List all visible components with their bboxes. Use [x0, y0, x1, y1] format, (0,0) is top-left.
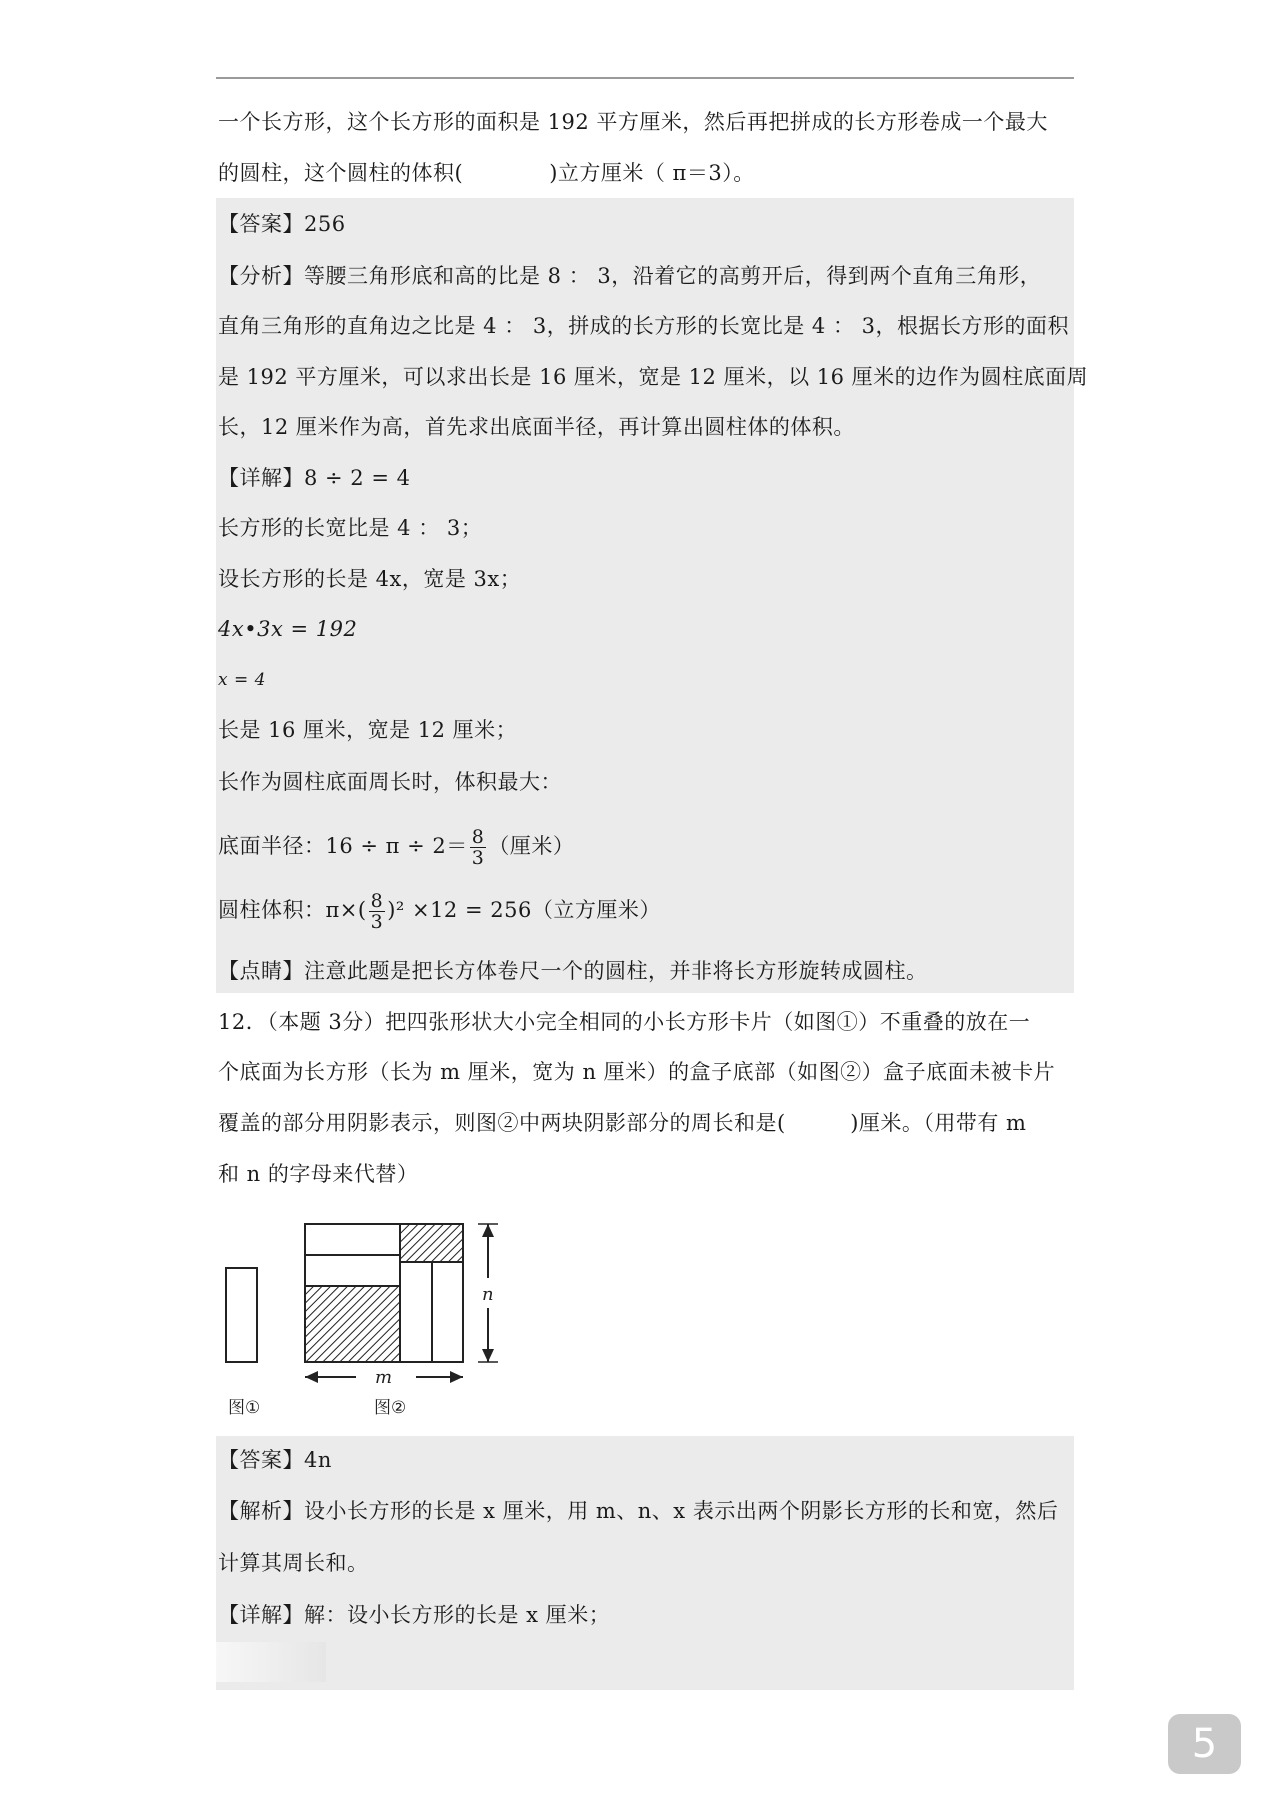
- shaded-area-large: [305, 1286, 400, 1362]
- answer-label: [218, 1446, 332, 1474]
- question-line: 覆盖的部分用阴影表示，则图②中两块阴影部分的周长和是( )厘米。（用带有 m: [218, 1111, 1027, 1135]
- radius-unit: （厘米）: [488, 834, 575, 858]
- question-line: 个底面为长方形（长为 m 厘米，宽为 n 厘米）的盒子底部（如图②）盒子底面未被卡片: [218, 1060, 1056, 1084]
- equation-line: 4x•3x = 192: [218, 617, 358, 641]
- comment-line: 【点睛】注意此题是把长方体卷尺一个的圆柱，并非将长方形旋转成圆柱。: [218, 959, 928, 983]
- caption-figure-1: 图①: [228, 1398, 261, 1418]
- card-vertical-1: [400, 1262, 432, 1362]
- page-number-badge[interactable]: 5: [1168, 1714, 1241, 1774]
- radius-text: 底面半径：16 ÷ π ÷ 2＝: [218, 834, 468, 858]
- solution-line: 设长方形的长是 4x，宽是 3x；: [218, 567, 522, 591]
- fraction-denominator: 3: [471, 847, 485, 869]
- faded-text-area: [216, 1642, 326, 1682]
- label-m: m: [375, 1367, 393, 1388]
- solution-line: 长方形的长宽比是 4 ： 3；: [218, 516, 483, 540]
- text-line: 的圆柱，这个圆柱的体积( )立方厘米（ π＝3）。: [218, 161, 755, 185]
- answer-label: 【答案】256: [218, 212, 346, 236]
- card-top: [305, 1224, 400, 1255]
- question-line: 和 n 的字母来代替）: [218, 1162, 419, 1186]
- header-rule: [216, 77, 1074, 79]
- analysis-line: 直角三角形的直角边之比是 4 ： 3，拼成的长方形的长宽比是 4 ： 3，根据长方形的面积: [218, 314, 1069, 338]
- answer-text: 【答案】4n: [218, 1448, 332, 1472]
- volume-equation: [218, 882, 661, 938]
- solution-line: 长是 16 厘米，宽是 12 厘米；: [218, 718, 518, 742]
- solution-line: 长作为圆柱底面周长时，体积最大：: [218, 770, 562, 794]
- rectangle-figure: [216, 1205, 516, 1425]
- fraction-numerator: 8: [471, 826, 485, 848]
- analysis-line: 【分析】等腰三角形底和高的比是 8 ： 3，沿着它的高剪开后，得到两个直角三角形，: [218, 264, 1042, 288]
- question-line: 12．（本题 3分）把四张形状大小完全相同的小长方形卡片（如图①）不重叠的放在一: [218, 1010, 1031, 1034]
- m-arrow-head-left: [305, 1371, 318, 1383]
- volume-text: 圆柱体积：π×(: [218, 898, 367, 922]
- caption-figure-2: 图②: [374, 1398, 407, 1418]
- volume-result: )² ×12 = 256（立方厘米）: [387, 898, 661, 922]
- text-line: 一个长方形，这个长方形的面积是 192 平方厘米，然后再把拼成的长方形卷成一个最大: [218, 110, 1048, 134]
- card-vertical-2: [432, 1262, 463, 1362]
- analysis-line: 【解析】设小长方形的长是 x 厘米，用 m、n、x 表示出两个阴影长方形的长和宽，然后: [218, 1499, 1059, 1523]
- solution-line: 【详解】解：设小长方形的长是 x 厘米；: [218, 1603, 611, 1627]
- analysis-line: 长，12 厘米作为高，首先求出底面半径，再计算出圆柱体的体积。: [218, 415, 855, 439]
- radius-equation: [218, 818, 574, 874]
- fraction: [369, 891, 386, 932]
- card-second: [305, 1255, 400, 1286]
- label-n: n: [482, 1284, 494, 1305]
- solution-line: 【详解】8 ÷ 2 = 4: [218, 466, 411, 490]
- shaded-area-small: [400, 1224, 463, 1262]
- analysis-line: 是 192 平方厘米，可以求出长是 16 厘米，宽是 12 厘米，以 16 厘米的边作为圆柱底面周: [218, 365, 1089, 389]
- m-arrow-head-right: [450, 1371, 463, 1383]
- fraction: [470, 827, 487, 868]
- n-arrow-head-up: [482, 1224, 494, 1237]
- n-arrow-head-down: [482, 1349, 494, 1362]
- analysis-line: 计算其周长和。: [218, 1551, 369, 1575]
- fraction-denominator: 3: [370, 911, 384, 933]
- small-card: [226, 1268, 257, 1362]
- fraction-numerator: 8: [370, 890, 384, 912]
- equation-line: x = 4: [218, 670, 266, 690]
